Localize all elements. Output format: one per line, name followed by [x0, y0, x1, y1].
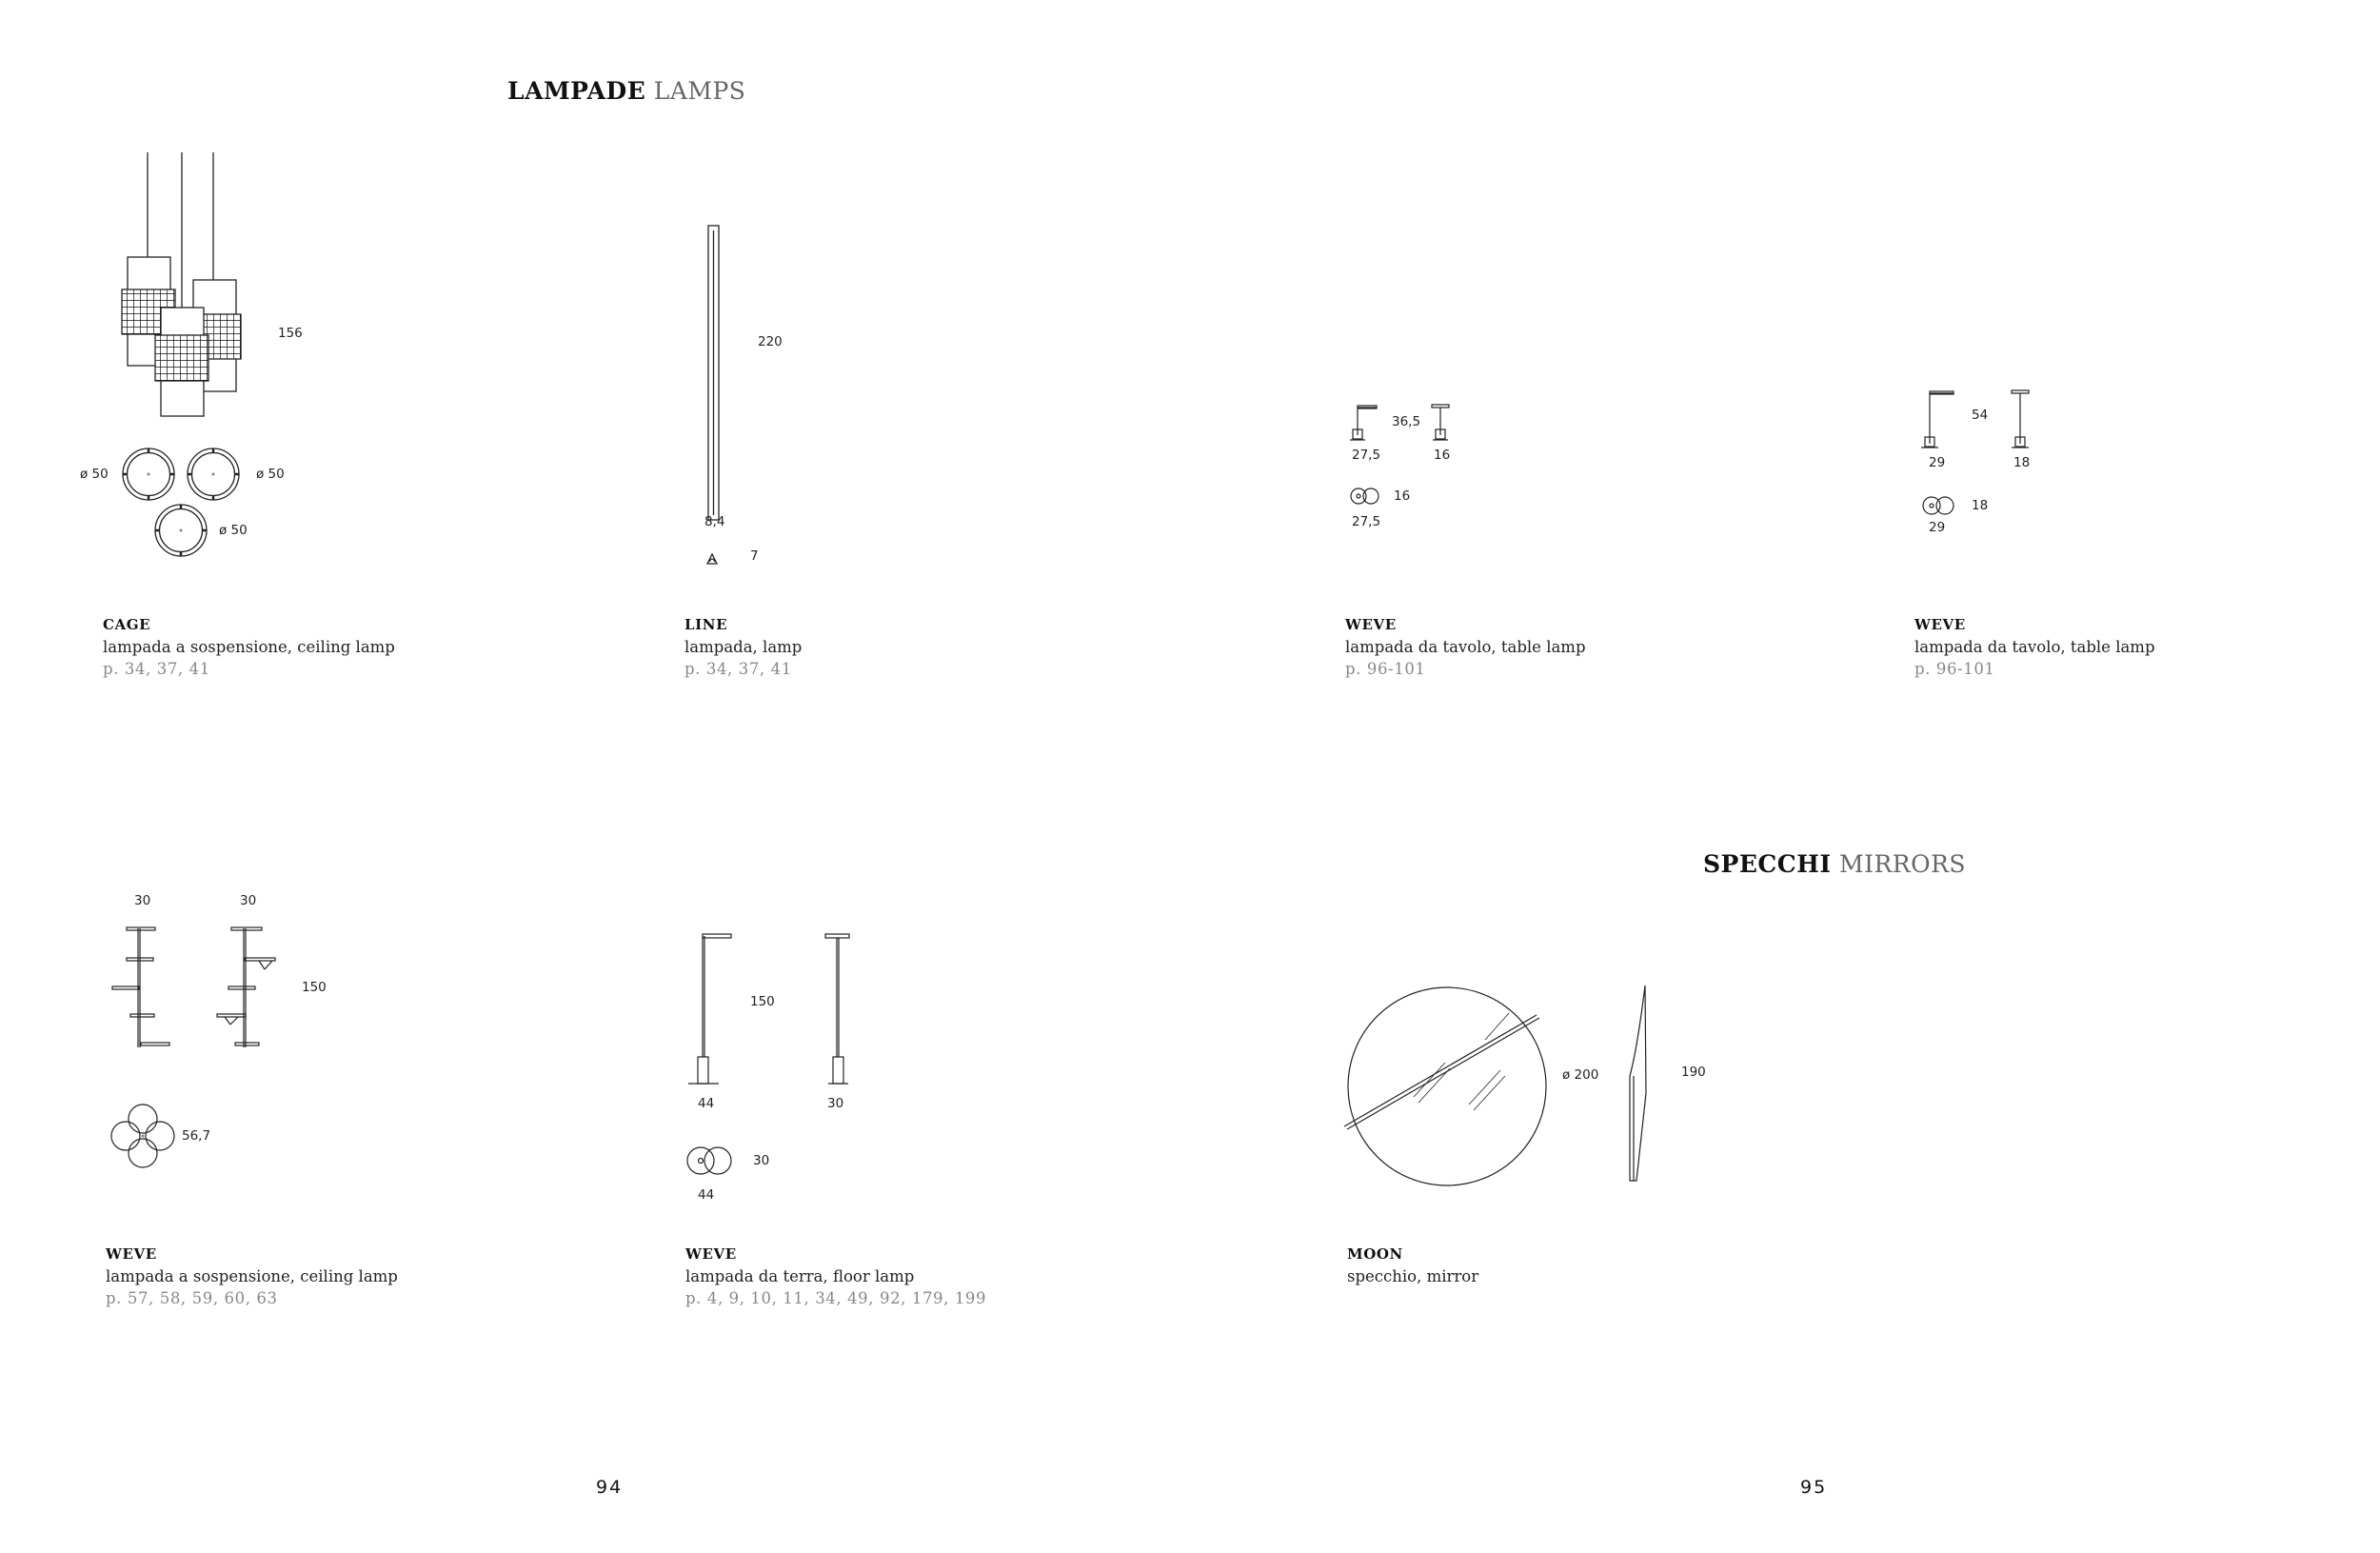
weve-table-large-dim-width: 29 — [1929, 455, 1946, 470]
product-pages: p. 4, 9, 10, 11, 34, 49, 92, 179, 199 — [685, 1289, 987, 1307]
moon-mirror-drawing — [1344, 986, 1646, 1185]
product-caption-weve-table-large — [1914, 614, 2155, 680]
cage-dim-diameter-3: ø 50 — [219, 523, 248, 538]
weve-table-small-dim-width: 27,5 — [1352, 448, 1381, 463]
line-dim-height: 220 — [758, 334, 783, 349]
product-description: specchio, mirror — [1347, 1267, 1479, 1285]
product-caption-weve-table-small — [1345, 614, 1586, 680]
weve-floor-drawing — [687, 934, 849, 1174]
weve-table-small-dim-plan-width: 27,5 — [1352, 514, 1381, 529]
product-name: MOON — [1347, 1245, 1403, 1263]
line-lamp-drawing — [707, 226, 719, 564]
moon-dim-height: 190 — [1681, 1065, 1706, 1080]
product-name: WEVE — [106, 1245, 157, 1263]
page-number-right: 95 — [1800, 1477, 1828, 1498]
page-number-left: 94 — [596, 1477, 624, 1498]
weve-table-large-dim-plan-width: 29 — [1929, 520, 1946, 535]
product-description: lampada da tavolo, table lamp — [1345, 638, 1586, 656]
weve-floor-dim-plan-width: 44 — [698, 1187, 715, 1203]
product-description: lampada, lamp — [684, 638, 803, 656]
product-caption-line — [684, 614, 802, 680]
section-title-mirrors: SPECCHI MIRRORS — [1703, 850, 1967, 878]
weve-ceiling-dim-width-side: 30 — [240, 893, 257, 908]
product-pages: p. 96-101 — [1914, 660, 1995, 678]
section-title-lamps: LAMPADE LAMPS — [507, 77, 746, 105]
line-dim-depth: 7 — [750, 548, 759, 564]
weve-ceiling-dim-height: 150 — [302, 980, 327, 995]
product-name: WEVE — [685, 1245, 737, 1263]
product-name: CAGE — [103, 616, 151, 633]
weve-table-small-dim-plan-depth: 16 — [1394, 488, 1411, 504]
weve-floor-dim-height: 150 — [750, 994, 775, 1009]
cage-dim-diameter-1: ø 50 — [80, 467, 109, 482]
product-pages: p. 96-101 — [1345, 660, 1426, 678]
cage-dim-diameter-2: ø 50 — [256, 467, 285, 482]
product-description: lampada da terra, floor lamp — [685, 1267, 915, 1285]
weve-table-large-dim-plan-depth: 18 — [1972, 498, 1989, 513]
weve-floor-dim-plan-depth: 30 — [753, 1153, 770, 1168]
line-dim-width: 8,4 — [704, 514, 725, 529]
product-name: LINE — [684, 616, 728, 633]
product-description: lampada a sospensione, ceiling lamp — [103, 638, 395, 656]
cage-lamp-drawing — [122, 152, 241, 556]
moon-dim-diameter: ø 200 — [1562, 1067, 1599, 1083]
cage-dim-height: 156 — [278, 326, 303, 341]
product-caption-cage — [103, 614, 395, 680]
weve-table-large-dim-side-width: 18 — [2013, 455, 2031, 470]
product-description: lampada a sospensione, ceiling lamp — [106, 1267, 398, 1285]
weve-table-small-dim-side-width: 16 — [1434, 448, 1451, 463]
product-description: lampada da tavolo, table lamp — [1914, 638, 2155, 656]
product-caption-weve-ceiling — [106, 1244, 398, 1309]
product-caption-moon — [1347, 1244, 1478, 1287]
weve-floor-dim-side-width: 30 — [827, 1096, 844, 1111]
product-caption-weve-floor — [685, 1244, 986, 1309]
weve-table-small-dim-height: 36,5 — [1392, 414, 1421, 429]
weve-ceiling-dim-plan: 56,7 — [182, 1128, 211, 1144]
product-pages: p. 34, 37, 41 — [684, 660, 792, 678]
weve-table-large-dim-height: 54 — [1972, 408, 1989, 423]
product-pages: p. 34, 37, 41 — [103, 660, 210, 678]
product-pages: p. 57, 58, 59, 60, 63 — [106, 1289, 278, 1307]
weve-floor-dim-width: 44 — [698, 1096, 715, 1111]
product-name: WEVE — [1914, 616, 1966, 633]
weve-ceiling-dim-width-front: 30 — [134, 893, 151, 908]
product-name: WEVE — [1345, 616, 1397, 633]
